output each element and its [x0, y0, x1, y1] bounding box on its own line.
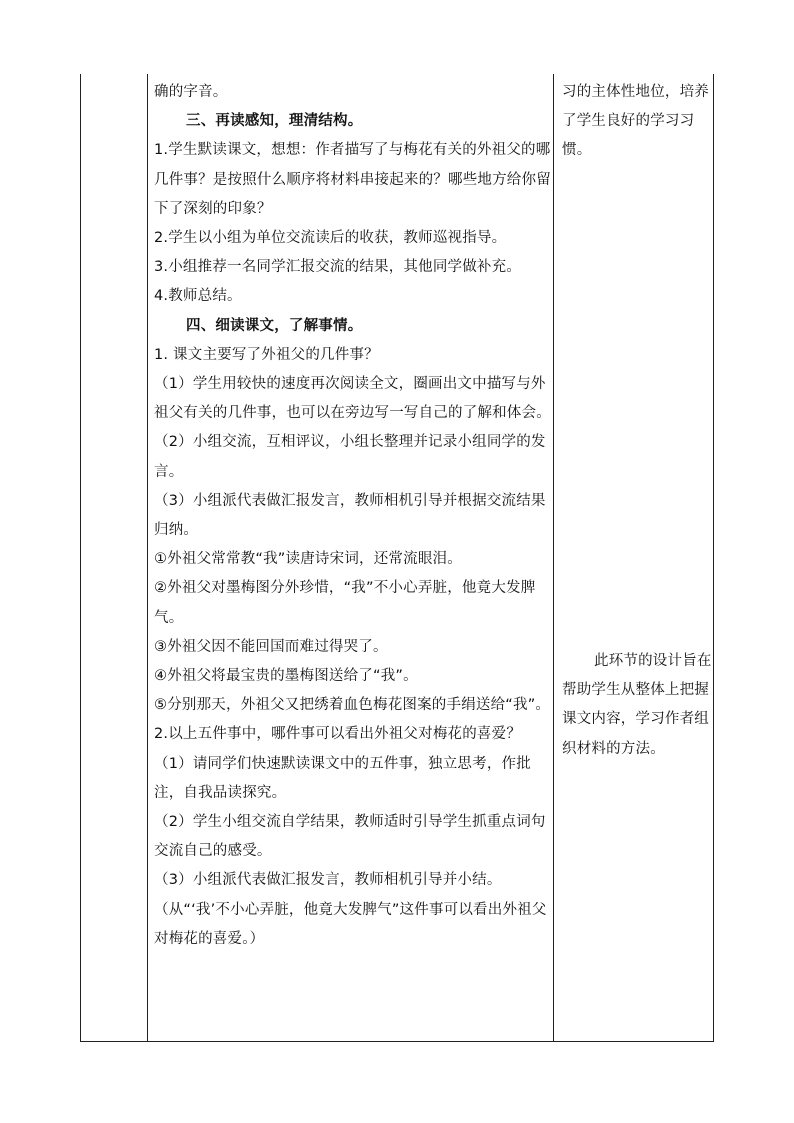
text-line: ②外祖父对墨梅图分外珍惜，“我”不小心弄脏，他竟大发脾气。 — [154, 580, 536, 626]
design-intent-note-middle — [562, 647, 712, 764]
text-line: 2.学生以小组为单位交流读后的收获，教师巡视指导。 — [154, 230, 507, 247]
text-line: ③外祖父因不能回国而难过得哭了。 — [154, 638, 388, 655]
text-line: 1.学生默读课文，想想：作者描写了与梅花有关的外祖父的哪几件事？是按照什么顺序将材料串接起来的？哪些地方给你留下了深刻的印象？ — [154, 142, 551, 217]
design-intent-note-top — [562, 78, 712, 166]
text-line: （3）小组派代表做汇报发言，教师相机引导并小结。（从“‘我’不小心弄脏，他竟大发脾气”这件事可以看出外祖父对梅花的喜爱。） — [154, 872, 547, 947]
text-line: 3.小组推荐一名同学汇报交流的结果，其他同学做补充。 — [154, 259, 522, 276]
note-text: 习的主体性地位，培养了学生良好的学习习惯。 — [562, 84, 709, 159]
text-line: 2.以上五件事中，哪件事可以看出外祖父对梅花的喜爱？ — [154, 726, 522, 743]
text-line: 4.教师总结。 — [154, 288, 242, 305]
text-line: （1）请同学们快速默读课文中的五件事，独立思考，作批注，自我品读探究。 — [154, 755, 531, 801]
column-divider-1 — [147, 74, 148, 1041]
text-line: ①外祖父常常教“我”读唐诗宋词，还常流眼泪。 — [154, 551, 462, 568]
text-line: 确的字音。 — [154, 84, 228, 100]
section-heading: 三、再读感知，理清结构。 — [186, 113, 363, 130]
text-line: （2）小组交流，互相评议，小组长整理并记录小组同学的发言。 — [154, 434, 546, 480]
note-text: 此环节的设计旨在帮助学生从整体上把握课文内容，学习作者组织材料的方法。 — [562, 653, 712, 757]
lesson-table — [80, 74, 714, 1042]
text-line: 1. 课文主要写了外祖父的几件事？ — [154, 346, 379, 363]
teaching-process-cell — [154, 78, 554, 954]
text-line: ⑤分别那天，外祖父又把绣着血色梅花图案的手绢送给“我”。 — [154, 697, 551, 714]
section-heading: 四、细读课文，了解事情。 — [186, 317, 363, 334]
text-line: （2）学生小组交流自学结果，教师适时引导学生抓重点词句交流自己的感受。 — [154, 814, 546, 860]
text-line: ④外祖父将最宝贵的墨梅图送给了“我”。 — [154, 668, 418, 685]
text-line: （1）学生用较快的速度再次阅读全文，圈画出文中描写与外祖父有关的几件事，也可以在旁边写一写自己的了解和体会。 — [154, 376, 551, 422]
text-line: （3）小组派代表做汇报发言，教师相机引导并根据交流结果归纳。 — [154, 492, 546, 539]
